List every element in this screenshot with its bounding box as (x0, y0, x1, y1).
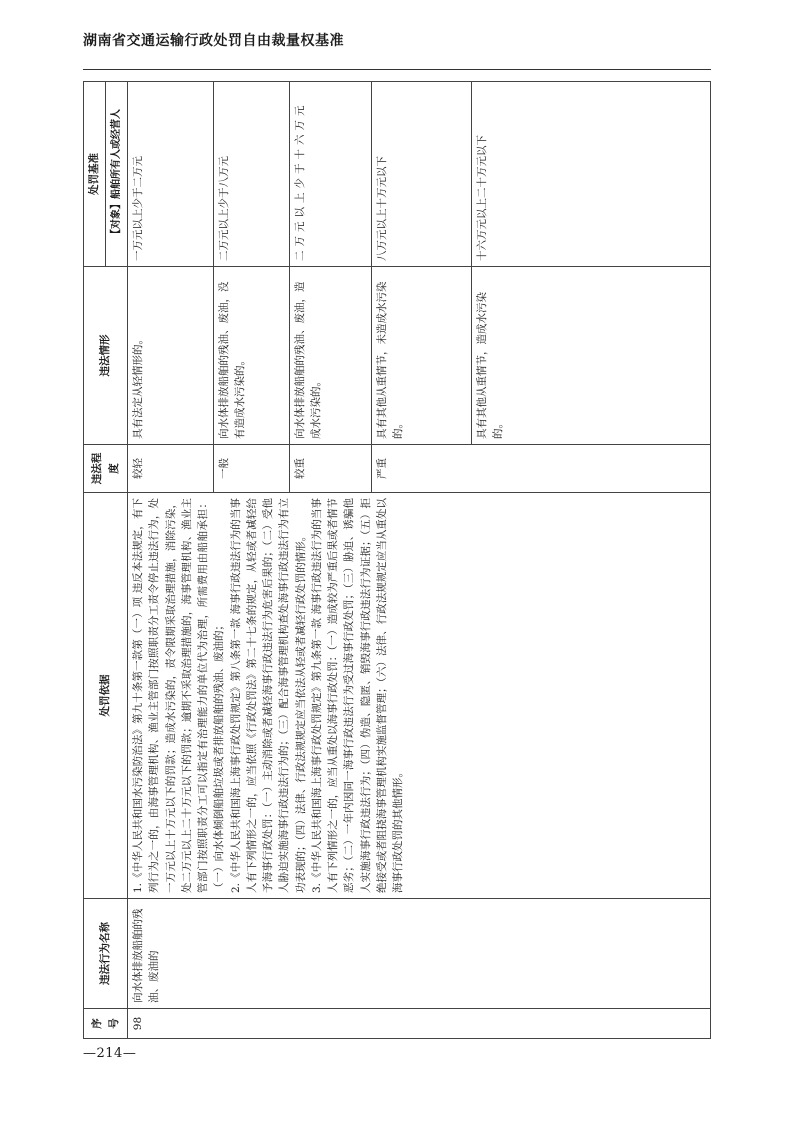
page-header-title: 湖南省交通运输行政处罚自由裁量权基准 (83, 33, 344, 49)
table-header-row (84, 82, 106, 1039)
standard-cell: 十六万元以上二十万元以下 (472, 82, 711, 267)
row-violation-name: 向水体排放船舶的残油、废油的 (128, 899, 711, 1009)
header-violation-degree: 违法程度 (84, 445, 128, 493)
standard-cell: 一万元以上少于二万元 (128, 82, 214, 267)
standard-cell: 八万元以上十万元以下 (372, 82, 472, 267)
header-violation-name: 违法行为名称 (84, 899, 128, 1009)
situation-cell: 向水体排放船舶的残油、废油，没有造成水污染的。 (214, 267, 290, 445)
standard-cell: 二万元以上少于十六万元 (290, 82, 372, 267)
page-number: —214— (83, 1046, 137, 1061)
rotated-table-wrapper (83, 82, 711, 1039)
header-seq: 序号 (84, 1009, 128, 1039)
degree-cell: 一般 (214, 445, 290, 493)
standard-cell: 二万元以上少于八万元 (214, 82, 290, 267)
row-penalty-basis (128, 493, 711, 899)
situation-cell: 具有其他从重情节，造成水污染的。 (472, 267, 711, 445)
table-row (128, 82, 214, 1039)
header-violation-situation: 违法情形 (84, 267, 128, 445)
degree-cell: 较轻 (128, 445, 214, 493)
basis-item: 1.《中华人民共和国水污染防治法》第九十条第一款第（一）项 违反本法规定，有下列行为之一的，由海事管理机构、渔业主管部门按照职责分工责令停止违法行为，处一万元以上十万元以下的罚款；造成水污染的，责令限期采取治理措施，消除污染，处二万元以上二十万元以下的罚款；逾期不采取治理措施的，海事管理机构、渔业主管部门按照职责分工可以指定有治理能力的单位代为治理，所需费用由船舶承担：（一）向水体倾倒船舶垃圾或者排放船舶的残油、废油的； (132, 498, 226, 893)
situation-cell: 具有法定从轻情形的。 (128, 267, 214, 445)
basis-item: 2.《中华人民共和国海上海事行政处罚规定》第八条第一款 海事行政违法行为的当事人有下列情形之一的，应当依照《行政处罚法》第二十七条的规定，从轻或者减轻给予海事行政处罚：（一）主动消除或者减轻海事行政违法行为危害后果的；（二）受他人胁迫实施海事行政违法行为的；（三）配合海事管理机构查处海事行政违法行为有立功表现的；（四）法律、行政法规规定应当依法从轻或者减轻行政处罚的情形。 (229, 498, 307, 893)
penalty-standard-table (83, 81, 711, 1039)
situation-cell: 具有其他从重情节，未造成水污染的。 (372, 267, 472, 445)
row-seq: 98 (128, 1009, 711, 1039)
header-penalty-basis: 处罚依据 (84, 493, 128, 899)
basis-item: 3.《中华人民共和国海上海事行政处罚规定》第九条第一款 海事行政违法行为的当事人有下列情形之一的，应当从重处以海事行政处罚：（一）造成较为严重后果或者情节恶劣；（二）一年内因同一海事行政违法行为受过海事行政处罚；（三）胁迫、诱骗他人实施海事行政违法行为；（四）伪造、隐匿、销毁海事行政违法行为证据；（五）拒绝接受或者阻挠海事管理机构实施监督管理；（六）法律、行政法规规定应当从重处以海事行政处罚的其他情形。 (310, 498, 405, 893)
header-divider (83, 69, 711, 70)
header-penalty-standard: 处罚基准 (84, 82, 106, 267)
header-target-party: 【对象】船舶所有人或经营人 (106, 82, 128, 267)
situation-cell: 向水体排放船舶的残油、废油，造成水污染的。 (290, 267, 372, 445)
degree-cell: 较重 (290, 445, 372, 493)
degree-cell: 严重 (372, 445, 711, 493)
